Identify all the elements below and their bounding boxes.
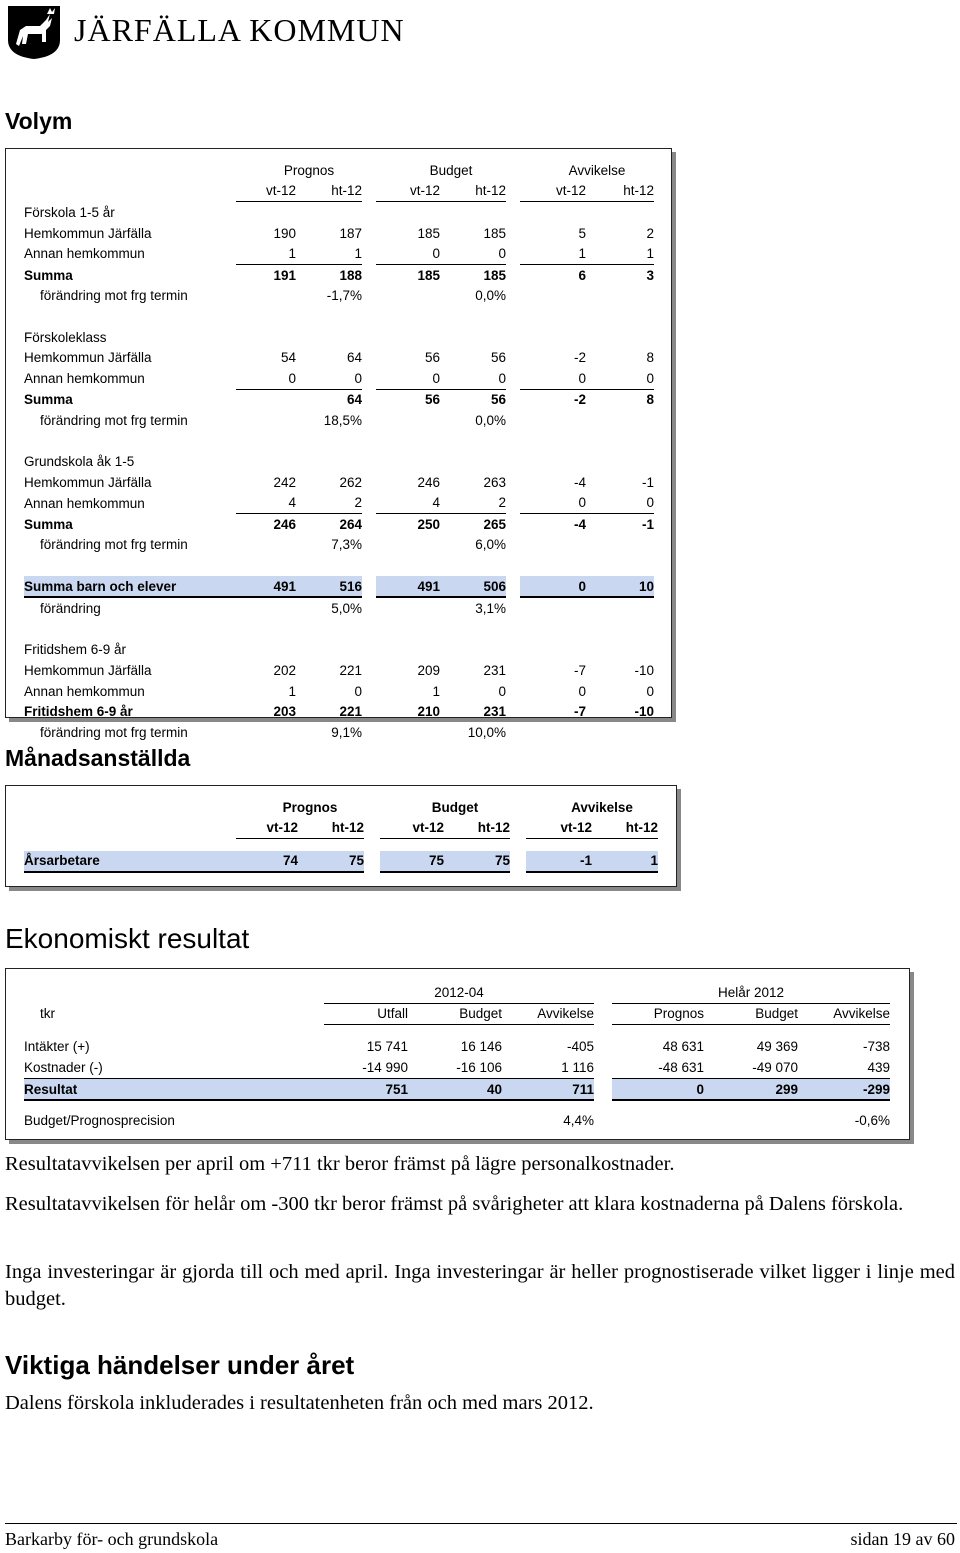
row-value (236, 640, 296, 661)
volym-sub-header: vt-12 (236, 181, 296, 202)
row-value: 202 (273, 663, 296, 679)
row-value (296, 306, 362, 327)
row-value: 2 (646, 225, 654, 241)
row-value: -738 (862, 1039, 890, 1055)
table-row (24, 597, 654, 619)
row-value: 190 (273, 225, 296, 241)
table-row (24, 306, 654, 327)
volym-group-header: Budget (429, 162, 473, 178)
row-value (520, 535, 586, 556)
volym-table (24, 160, 654, 743)
row-value: 0 (354, 683, 362, 699)
section-title-volym: Volym (5, 108, 73, 134)
row-value: 439 (798, 1057, 890, 1078)
row-value: 74 (236, 851, 298, 873)
row-value: 0 (520, 576, 586, 598)
row-value: -48 631 (612, 1057, 704, 1078)
eko-table (24, 982, 890, 1131)
row-value (296, 327, 362, 348)
row-value (376, 410, 440, 431)
row-value (236, 451, 296, 472)
row-value: 75 (298, 851, 364, 873)
row-value: 185 (417, 225, 440, 241)
row-label: Hemkommun Järfälla (24, 474, 152, 490)
manad-table (24, 797, 658, 873)
eko-group-header: 2012-04 (324, 982, 594, 1003)
row-value (520, 555, 586, 576)
row-value: 9,1% (331, 724, 362, 740)
section-title-viktiga-handelser: Viktiga händelser under året (5, 1350, 355, 1380)
paragraph-1: Resultatavvikelsen per april om +711 tkr beror främst på lägre personalkostnader. (5, 1153, 675, 1175)
row-value (376, 202, 440, 223)
row-value (236, 410, 296, 431)
row-value (236, 306, 296, 327)
row-value (586, 410, 654, 431)
row-value: -2 (573, 350, 586, 366)
row-value: 191 (273, 267, 296, 283)
row-value: 6,0% (475, 537, 506, 553)
table-row (24, 223, 654, 244)
row-value (520, 619, 586, 640)
row-label (24, 619, 236, 640)
row-label: Grundskola åk 1-5 (24, 454, 135, 470)
volym-sub-header: ht-12 (440, 181, 506, 202)
row-value: 54 (280, 350, 296, 366)
row-value (586, 722, 654, 743)
row-value: 188 (339, 267, 362, 283)
table-row (24, 493, 654, 514)
row-value: 491 (376, 576, 440, 598)
row-value: 0,0% (475, 288, 506, 304)
table-row (24, 701, 654, 722)
row-value: 506 (440, 576, 506, 598)
table-row (24, 555, 654, 576)
table-row (24, 264, 654, 285)
row-value: 0,0% (475, 412, 506, 428)
row-value (296, 451, 362, 472)
row-value (586, 306, 654, 327)
row-value (520, 640, 586, 661)
row-value: 64 (346, 350, 362, 366)
footer-right: sidan 19 av 60 (850, 1529, 955, 1549)
row-value: 56 (490, 392, 506, 408)
eko-col-header: Avvikelse (502, 1003, 594, 1025)
row-value: 250 (417, 516, 440, 532)
table-row (24, 514, 654, 535)
row-value (520, 286, 586, 307)
row-value (236, 202, 296, 223)
row-value (236, 619, 296, 640)
row-value (586, 431, 654, 452)
row-label: Förskoleklass (24, 329, 107, 345)
section-title-manadsanstallda: Månadsanställda (5, 745, 191, 771)
row-value: 209 (417, 663, 440, 679)
row-value: 246 (273, 516, 296, 532)
row-value (586, 597, 654, 619)
volym-sub-header: vt-12 (520, 181, 586, 202)
row-value: 1 (288, 683, 296, 699)
manad-header-groups (24, 797, 658, 818)
eko-col-header: Budget (408, 1003, 502, 1025)
footer-left: Barkarby för- och grundskola (5, 1529, 219, 1549)
table-row (24, 681, 654, 702)
table-row (24, 1057, 890, 1078)
row-label: Kostnader (-) (24, 1057, 324, 1078)
row-value: -299 (798, 1078, 890, 1100)
row-value: 8 (646, 392, 654, 408)
manad-group-header: Avvikelse (571, 799, 633, 815)
row-value (236, 327, 296, 348)
table-row (24, 660, 654, 681)
row-value: -1,7% (326, 288, 362, 304)
row-label: Hemkommun Järfälla (24, 350, 152, 366)
manad-sub-header: ht-12 (298, 818, 364, 839)
row-value: 0 (520, 368, 586, 389)
row-label: förändring (40, 601, 101, 617)
row-value (440, 619, 506, 640)
row-label: Summa (24, 516, 73, 532)
row-label: Annan hemkommun (24, 246, 145, 262)
row-value: -16 106 (408, 1057, 502, 1078)
row-value (376, 722, 440, 743)
row-label: förändring mot frg termin (40, 412, 188, 428)
row-value: 264 (339, 516, 362, 532)
row-value (236, 555, 296, 576)
row-value (586, 451, 654, 472)
row-value: 203 (273, 704, 296, 720)
row-value: 18,5% (323, 412, 362, 428)
row-label: Fritidshem 6-9 år (24, 642, 127, 658)
row-value (440, 306, 506, 327)
row-label: Resultat (24, 1078, 324, 1100)
row-value (586, 327, 654, 348)
row-value: 0 (296, 368, 362, 389)
row-value: -1 (641, 516, 654, 532)
table-row (24, 640, 654, 661)
table-row (24, 451, 654, 472)
row-label: Förskola 1-5 år (24, 204, 115, 220)
row-value: 0 (440, 368, 506, 389)
table-row (24, 327, 654, 348)
row-value: 185 (483, 267, 506, 283)
row-value (520, 410, 586, 431)
row-value: 246 (417, 474, 440, 490)
row-value (296, 619, 362, 640)
row-value (586, 555, 654, 576)
row-label: Annan hemkommun (24, 683, 145, 699)
table-row (24, 243, 654, 264)
row-value: 0 (236, 368, 296, 389)
row-value: 4 (376, 493, 440, 514)
row-value (236, 535, 296, 556)
row-value: 1 (592, 851, 658, 873)
row-value (296, 431, 362, 452)
row-value (586, 640, 654, 661)
row-value (296, 555, 362, 576)
row-label: Summa barn och elever (24, 576, 236, 598)
row-label: Summa (24, 392, 73, 408)
row-value: 15 741 (366, 1039, 408, 1055)
row-value (376, 306, 440, 327)
row-value (586, 535, 654, 556)
row-value: 1 116 (502, 1057, 594, 1078)
row-value (520, 451, 586, 472)
table-row (24, 431, 654, 452)
row-value: 0 (578, 683, 586, 699)
row-value (376, 619, 440, 640)
table-row (24, 347, 654, 368)
table-row (24, 202, 654, 223)
row-label: Fritidshem 6-9 år (24, 704, 133, 720)
row-value (376, 286, 440, 307)
volym-header-sub (24, 181, 654, 202)
row-value (440, 640, 506, 661)
row-value (236, 431, 296, 452)
row-value: 49 369 (756, 1039, 798, 1055)
row-label: Hemkommun Järfälla (24, 225, 152, 241)
row-value (520, 327, 586, 348)
unit-label: tkr (40, 1006, 55, 1022)
section-title-ekonomiskt-resultat: Ekonomiskt resultat (5, 923, 250, 954)
row-value: 221 (339, 663, 362, 679)
row-value: 185 (483, 225, 506, 241)
row-value: -49 070 (704, 1057, 798, 1078)
row-value (440, 202, 506, 223)
row-label: förändring mot frg termin (40, 288, 188, 304)
volym-group-header: Prognos (283, 162, 335, 178)
row-label (24, 306, 236, 327)
row-value: -4 (573, 474, 586, 490)
row-value: 0 (440, 243, 506, 264)
row-value (586, 286, 654, 307)
row-value: 265 (483, 516, 506, 532)
volym-sub-header: vt-12 (376, 181, 440, 202)
row-value: 1 (432, 683, 440, 699)
eko-col-header: Utfall (324, 1003, 408, 1025)
row-value (440, 555, 506, 576)
eko-header-groups (24, 982, 890, 1003)
row-value: 2 (440, 493, 506, 514)
row-value: 210 (417, 704, 440, 720)
row-value (376, 597, 440, 619)
row-label: Summa (24, 267, 73, 283)
row-value: 0 (376, 243, 440, 264)
row-value (520, 431, 586, 452)
row-value: 10 (586, 576, 654, 598)
table-row (24, 851, 658, 873)
row-value: 6 (578, 267, 586, 283)
row-value: 242 (273, 474, 296, 490)
viktiga-text: Dalens förskola inkluderades i resultatenheten från och med mars 2012. (5, 1392, 594, 1414)
manad-sub-header: vt-12 (236, 818, 298, 839)
paragraph-2: Resultatavvikelsen för helår om -300 tkr beror främst på svårigheter att klara kostnaderna på Dalens förskola. (5, 1193, 904, 1215)
row-value (520, 722, 586, 743)
eko-col-header: Budget (704, 1003, 798, 1025)
kommun-logo (6, 4, 62, 65)
volym-header-groups (24, 160, 654, 181)
row-value: 1 (586, 243, 654, 264)
row-value (236, 597, 296, 619)
row-value: 491 (236, 576, 296, 598)
row-label: förändring mot frg termin (40, 724, 188, 740)
manad-sub-header: vt-12 (526, 818, 592, 839)
row-value: 262 (339, 474, 362, 490)
table-row (24, 368, 654, 389)
row-value: 3,1% (475, 601, 506, 617)
row-value: -405 (566, 1039, 594, 1055)
row-value: 5,0% (331, 601, 362, 617)
row-value (520, 306, 586, 327)
row-value: 10,0% (467, 724, 506, 740)
row-value: 751 (324, 1078, 408, 1100)
row-value: 7,3% (331, 537, 362, 553)
row-label: Intäkter (+) (24, 1039, 90, 1055)
row-value: 221 (339, 704, 362, 720)
table-row (24, 1037, 890, 1058)
row-value: 0 (586, 493, 654, 514)
row-value (520, 202, 586, 223)
row-value: 64 (346, 392, 362, 408)
row-label (24, 555, 236, 576)
row-value (376, 327, 440, 348)
row-value (236, 286, 296, 307)
row-value (440, 451, 506, 472)
row-value: 1 (236, 243, 296, 264)
paragraph-3: Inga investeringar är gjorda till och med april. Inga investeringar är heller prognostiserade vilket ligger i linje med budget. (5, 1261, 955, 1310)
row-value: 2 (296, 493, 362, 514)
row-value: 56 (490, 350, 506, 366)
manad-group-header: Budget (431, 799, 479, 815)
manad-sub-header: vt-12 (380, 818, 444, 839)
row-value: 0 (498, 683, 506, 699)
row-value (376, 535, 440, 556)
row-value: -7 (573, 663, 586, 679)
row-value: 56 (424, 392, 440, 408)
row-value (520, 597, 586, 619)
row-value: 0 (376, 368, 440, 389)
row-value: 185 (417, 267, 440, 283)
row-value: 263 (483, 474, 506, 490)
row-value (440, 431, 506, 452)
manad-sub-header: ht-12 (444, 818, 510, 839)
row-value: 3 (646, 267, 654, 283)
eko-col-header: Avvikelse (798, 1003, 890, 1025)
row-value: -1 (641, 474, 654, 490)
table-row (24, 576, 654, 598)
row-value: 5 (578, 225, 586, 241)
manad-sub-header: ht-12 (592, 818, 658, 839)
row-value: 0 (646, 683, 654, 699)
row-value: -14 990 (324, 1057, 408, 1078)
row-value (236, 722, 296, 743)
row-label: Budget/Prognosprecision (24, 1113, 175, 1129)
volym-group-header: Avvikelse (568, 162, 626, 178)
row-label: Annan hemkommun (24, 495, 145, 511)
row-value (440, 327, 506, 348)
row-value: 56 (424, 350, 440, 366)
footer-divider (5, 1523, 957, 1524)
row-value: 231 (483, 663, 506, 679)
row-value (586, 202, 654, 223)
row-value: 0 (612, 1078, 704, 1100)
row-value: -4 (573, 516, 586, 532)
row-value (296, 640, 362, 661)
row-value: 8 (646, 350, 654, 366)
volym-sub-header: ht-12 (586, 181, 654, 202)
volym-sub-header: ht-12 (296, 181, 362, 202)
row-value: 516 (296, 576, 362, 598)
row-value: 16 146 (460, 1039, 502, 1055)
org-name: JÄRFÄLLA KOMMUN (74, 12, 405, 48)
row-value: 231 (483, 704, 506, 720)
row-value: 40 (408, 1078, 502, 1100)
table-row (24, 535, 654, 556)
row-value: 4 (236, 493, 296, 514)
table-row (24, 1110, 890, 1131)
row-value (236, 389, 296, 410)
row-value: 0 (520, 493, 586, 514)
row-value: 4,4% (563, 1113, 594, 1129)
row-label: Årsarbetare (24, 851, 236, 873)
row-value: -2 (573, 392, 586, 408)
row-value: 1 (296, 243, 362, 264)
row-label: förändring mot frg termin (40, 537, 188, 553)
table-row (24, 286, 654, 307)
row-value: 711 (502, 1078, 594, 1100)
row-value: 48 631 (662, 1039, 704, 1055)
eko-col-header: Prognos (612, 1003, 704, 1025)
row-value: 0 (586, 368, 654, 389)
row-value: -1 (526, 851, 592, 873)
row-value: -10 (634, 663, 654, 679)
row-value (376, 451, 440, 472)
row-value (376, 431, 440, 452)
row-value: 1 (520, 243, 586, 264)
row-value: 75 (444, 851, 510, 873)
row-value: -10 (634, 704, 654, 720)
table-row (24, 472, 654, 493)
row-value (586, 619, 654, 640)
row-label (24, 431, 236, 452)
row-value: -7 (573, 704, 586, 720)
row-value (376, 640, 440, 661)
row-value (296, 202, 362, 223)
row-value: -0,6% (854, 1113, 890, 1129)
manad-header-sub (24, 818, 658, 839)
table-row (24, 722, 654, 743)
table-row (24, 410, 654, 431)
row-value: 187 (339, 225, 362, 241)
table-row (24, 619, 654, 640)
row-label: Hemkommun Järfälla (24, 663, 152, 679)
row-label: Annan hemkommun (24, 370, 145, 386)
row-value (376, 555, 440, 576)
eko-header-cols (24, 1003, 890, 1025)
row-value: 75 (380, 851, 444, 873)
table-row (24, 1078, 890, 1100)
eko-group-header: Helår 2012 (612, 982, 890, 1003)
row-value: 299 (704, 1078, 798, 1100)
manad-group-header: Prognos (282, 799, 338, 815)
table-row (24, 389, 654, 410)
